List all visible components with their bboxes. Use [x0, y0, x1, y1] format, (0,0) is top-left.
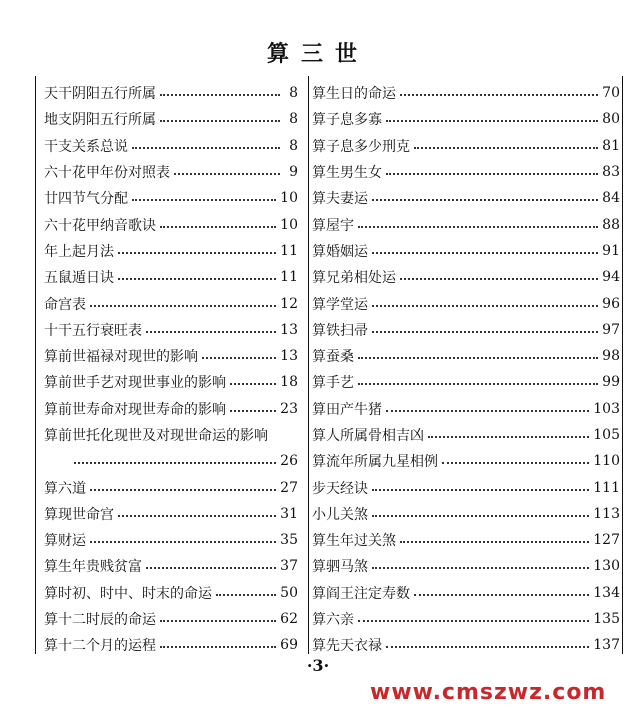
toc-entry-label: 算前世寿命对现世寿命的影响	[44, 401, 226, 418]
toc-entry	[312, 290, 620, 316]
toc-entry	[44, 133, 298, 159]
toc-entry-page: 69	[280, 637, 298, 654]
leader-dots	[118, 515, 276, 517]
leader-dots	[230, 383, 276, 385]
toc-entry-page: 11	[280, 242, 298, 259]
toc-entry-page: 94	[602, 269, 620, 286]
toc-entry	[312, 501, 620, 527]
leader-dots	[372, 199, 598, 201]
toc-entry	[44, 501, 298, 527]
toc-entry	[44, 606, 298, 632]
toc-entry	[44, 238, 298, 264]
toc-entry	[44, 553, 298, 579]
toc-entry-label: 算手艺	[312, 375, 354, 392]
leader-dots	[118, 278, 276, 280]
toc-entry-page: 99	[602, 374, 620, 391]
toc-entry	[312, 106, 620, 132]
toc-entry-label: 算生男生女	[312, 165, 382, 182]
leader-dots	[202, 357, 276, 359]
toc-entry	[312, 553, 620, 579]
toc-entry-page: 13	[280, 348, 298, 365]
toc-entry-label: 天干阴阳五行所属	[44, 86, 156, 103]
toc-entry	[44, 211, 298, 237]
leader-dots	[160, 620, 276, 622]
toc-entry-label: 算财运	[44, 533, 86, 550]
leader-dots	[146, 331, 276, 333]
toc-entry	[312, 448, 620, 474]
toc-entry-page: 111	[593, 479, 620, 496]
leader-dots	[216, 594, 276, 596]
leader-dots	[90, 305, 276, 307]
toc-entry-page: 98	[602, 348, 620, 365]
leader-dots	[400, 541, 589, 543]
toc-entry-label: 算生年贵贱贫富	[44, 559, 142, 576]
leader-dots	[74, 462, 276, 464]
toc-entry-page: 134	[593, 584, 620, 601]
leader-dots	[358, 357, 598, 359]
leader-dots	[160, 226, 276, 228]
toc-entry-label: 算人所属骨相吉凶	[312, 428, 424, 444]
toc-entry-page: 96	[602, 295, 620, 312]
leader-dots	[372, 489, 589, 491]
leader-dots	[386, 410, 589, 412]
leader-dots	[400, 94, 598, 96]
leader-dots	[442, 462, 589, 464]
toc-entry-label: 算十二个月的运程	[44, 638, 156, 655]
toc-entry	[312, 369, 620, 395]
toc-entry-label: 算流年所属九星相例	[312, 454, 438, 471]
toc-entry	[312, 632, 620, 658]
toc-entry	[312, 317, 620, 343]
toc-entry	[44, 80, 298, 106]
toc-entry-label: 年上起月法	[44, 243, 114, 260]
toc-entry	[312, 422, 620, 448]
leader-dots	[372, 331, 598, 333]
toc-entry-label: 命宫表	[44, 296, 86, 313]
toc-entry	[312, 606, 620, 632]
toc-entry-page: 11	[280, 269, 298, 286]
leader-dots	[386, 120, 598, 122]
toc-entry-page: 35	[280, 532, 298, 549]
toc-entry-page: 13	[280, 321, 298, 338]
toc-entry-label: 地支阴阳五行所属	[44, 112, 156, 129]
leader-dots	[400, 278, 598, 280]
toc-entry-page: 113	[593, 505, 620, 522]
toc-entry-label: 算兄弟相处运	[312, 270, 396, 287]
toc-entry-page: 80	[602, 111, 620, 128]
toc-entry-label: 算前世托化现世及对现世命运的影响	[44, 428, 268, 444]
leader-dots	[414, 147, 598, 149]
toc-entry-label: 算屋宇	[312, 217, 354, 234]
toc-entry	[312, 527, 620, 553]
leader-dots	[358, 383, 598, 385]
toc-entry	[44, 343, 298, 369]
toc-entry	[44, 448, 298, 474]
leader-dots	[372, 305, 598, 307]
leader-dots	[358, 620, 589, 622]
toc-entry-label: 步天经诀	[312, 480, 368, 497]
toc-entry	[44, 159, 298, 185]
toc-entry-label: 五鼠遁日诀	[44, 270, 114, 287]
page-title: 算三世	[266, 41, 369, 67]
toc-entry-page: 26	[280, 453, 298, 470]
toc-right-column	[312, 80, 620, 659]
toc-entry-page: 10	[280, 216, 298, 233]
toc-entry	[312, 474, 620, 500]
toc-entry-page: 12	[280, 295, 298, 312]
toc-entry-page: 97	[602, 321, 620, 338]
leader-dots	[372, 515, 589, 517]
toc-entry-page: 91	[602, 242, 620, 259]
toc-entry	[44, 580, 298, 606]
leader-dots	[160, 646, 276, 648]
toc-entry-page: 8	[289, 111, 298, 128]
toc-entry-label: 算现世命宫	[44, 506, 114, 523]
toc-entry	[44, 106, 298, 132]
toc-entry	[44, 317, 298, 343]
toc-entry-label: 算子息多少刑克	[312, 138, 410, 155]
toc-entry-label: 算六道	[44, 480, 86, 497]
toc-entry-page: 70	[602, 85, 620, 102]
toc-entry-page: 10	[280, 190, 298, 207]
toc-entry-page: 130	[593, 558, 620, 575]
leader-dots	[386, 646, 589, 648]
toc-entry-label: 算子息多寡	[312, 112, 382, 129]
toc-entry	[44, 369, 298, 395]
leader-dots	[146, 567, 276, 569]
toc-left-column	[44, 80, 298, 659]
leader-dots	[372, 252, 598, 254]
toc-entry-label: 廿四节气分配	[44, 191, 128, 208]
toc-entry-label: 十干五行衰旺表	[44, 322, 142, 339]
toc-entry-label: 算夫妻运	[312, 191, 368, 208]
leader-dots	[90, 541, 276, 543]
toc-entry	[44, 474, 298, 500]
leader-dots	[90, 489, 276, 491]
toc-entry	[44, 422, 298, 448]
toc-entry-page: 135	[593, 611, 620, 628]
toc-entry-page: 105	[593, 427, 620, 443]
toc-entry	[44, 264, 298, 290]
toc-entry	[44, 527, 298, 553]
toc-entry-label: 算蚕桑	[312, 349, 354, 366]
right-border-rule	[622, 76, 623, 654]
toc-entry-label: 算六亲	[312, 612, 354, 629]
toc-entry	[44, 396, 298, 422]
toc-entry-label: 算生年过关煞	[312, 533, 396, 550]
toc-entry-label: 算铁扫帚	[312, 322, 368, 339]
toc-entry-label: 算婚姻运	[312, 243, 368, 260]
toc-entry	[312, 159, 620, 185]
toc-entry-page: 9	[289, 164, 298, 181]
leader-dots	[358, 226, 598, 228]
toc-entry-label: 算阎王注定寿数	[312, 585, 410, 602]
toc-entry	[312, 133, 620, 159]
toc-entry-page: 18	[280, 374, 298, 391]
toc-entry-label: 算先天衣禄	[312, 638, 382, 655]
toc-entry-page: 84	[602, 190, 620, 207]
toc-entry-page: 88	[602, 216, 620, 233]
leader-dots	[132, 147, 280, 149]
watermark-url: www.cmszwz.com	[370, 680, 607, 705]
toc-entry-label: 算驷马煞	[312, 559, 368, 576]
toc-entry-label: 六十花甲纳音歌诀	[44, 217, 156, 234]
leader-dots	[174, 173, 280, 175]
leader-dots	[118, 252, 276, 254]
toc-entry-page: 8	[289, 85, 298, 102]
toc-entry	[312, 80, 620, 106]
toc-entry-page: 31	[280, 505, 298, 522]
toc-entry	[312, 343, 620, 369]
toc-entry	[44, 632, 298, 658]
toc-entry	[312, 238, 620, 264]
toc-entry-page: 81	[602, 137, 620, 154]
toc-entry-label: 算学堂运	[312, 296, 368, 313]
toc-entry	[312, 264, 620, 290]
toc-entry	[312, 396, 620, 422]
toc-entry-label: 算田产牛猪	[312, 401, 382, 418]
page-number: ·3·	[306, 656, 330, 675]
left-border-rule	[35, 76, 36, 654]
toc-entry	[312, 185, 620, 211]
toc-entry	[44, 185, 298, 211]
toc-entry	[312, 211, 620, 237]
toc-entry-page: 62	[280, 611, 298, 628]
leader-dots	[230, 410, 276, 412]
leader-dots	[372, 567, 589, 569]
column-divider-rule	[308, 76, 309, 654]
toc-entry-page: 83	[602, 164, 620, 181]
toc-entry-label: 六十花甲年份对照表	[44, 165, 170, 182]
toc-entry-label: 干支关系总说	[44, 138, 128, 155]
toc-entry-label: 算前世手艺对现世事业的影响	[44, 375, 226, 392]
toc-entry-label: 小儿关煞	[312, 506, 368, 523]
leader-dots	[414, 594, 589, 596]
toc-entry	[44, 290, 298, 316]
toc-entry-page: 137	[593, 637, 620, 654]
leader-dots	[132, 199, 276, 201]
toc-entry-page: 27	[280, 479, 298, 496]
toc-entry-label: 算生日的命运	[312, 86, 396, 103]
toc-entry-label: 算时初、时中、时末的命运	[44, 585, 212, 602]
leader-dots	[160, 94, 280, 96]
leader-dots	[386, 173, 598, 175]
toc-entry-page: 110	[593, 453, 620, 470]
toc-entry-page: 37	[280, 558, 298, 575]
leader-dots	[160, 120, 280, 122]
leader-dots	[428, 436, 589, 438]
toc-entry-label: 算十二时辰的命运	[44, 612, 156, 629]
toc-entry-page: 103	[593, 400, 620, 417]
toc-entry-label: 算前世福禄对现世的影响	[44, 349, 198, 366]
toc-entry-page: 8	[289, 137, 298, 154]
toc-entry	[312, 580, 620, 606]
toc-entry-page: 127	[593, 532, 620, 549]
toc-entry-page: 23	[280, 400, 298, 417]
toc-entry-page: 50	[280, 584, 298, 601]
